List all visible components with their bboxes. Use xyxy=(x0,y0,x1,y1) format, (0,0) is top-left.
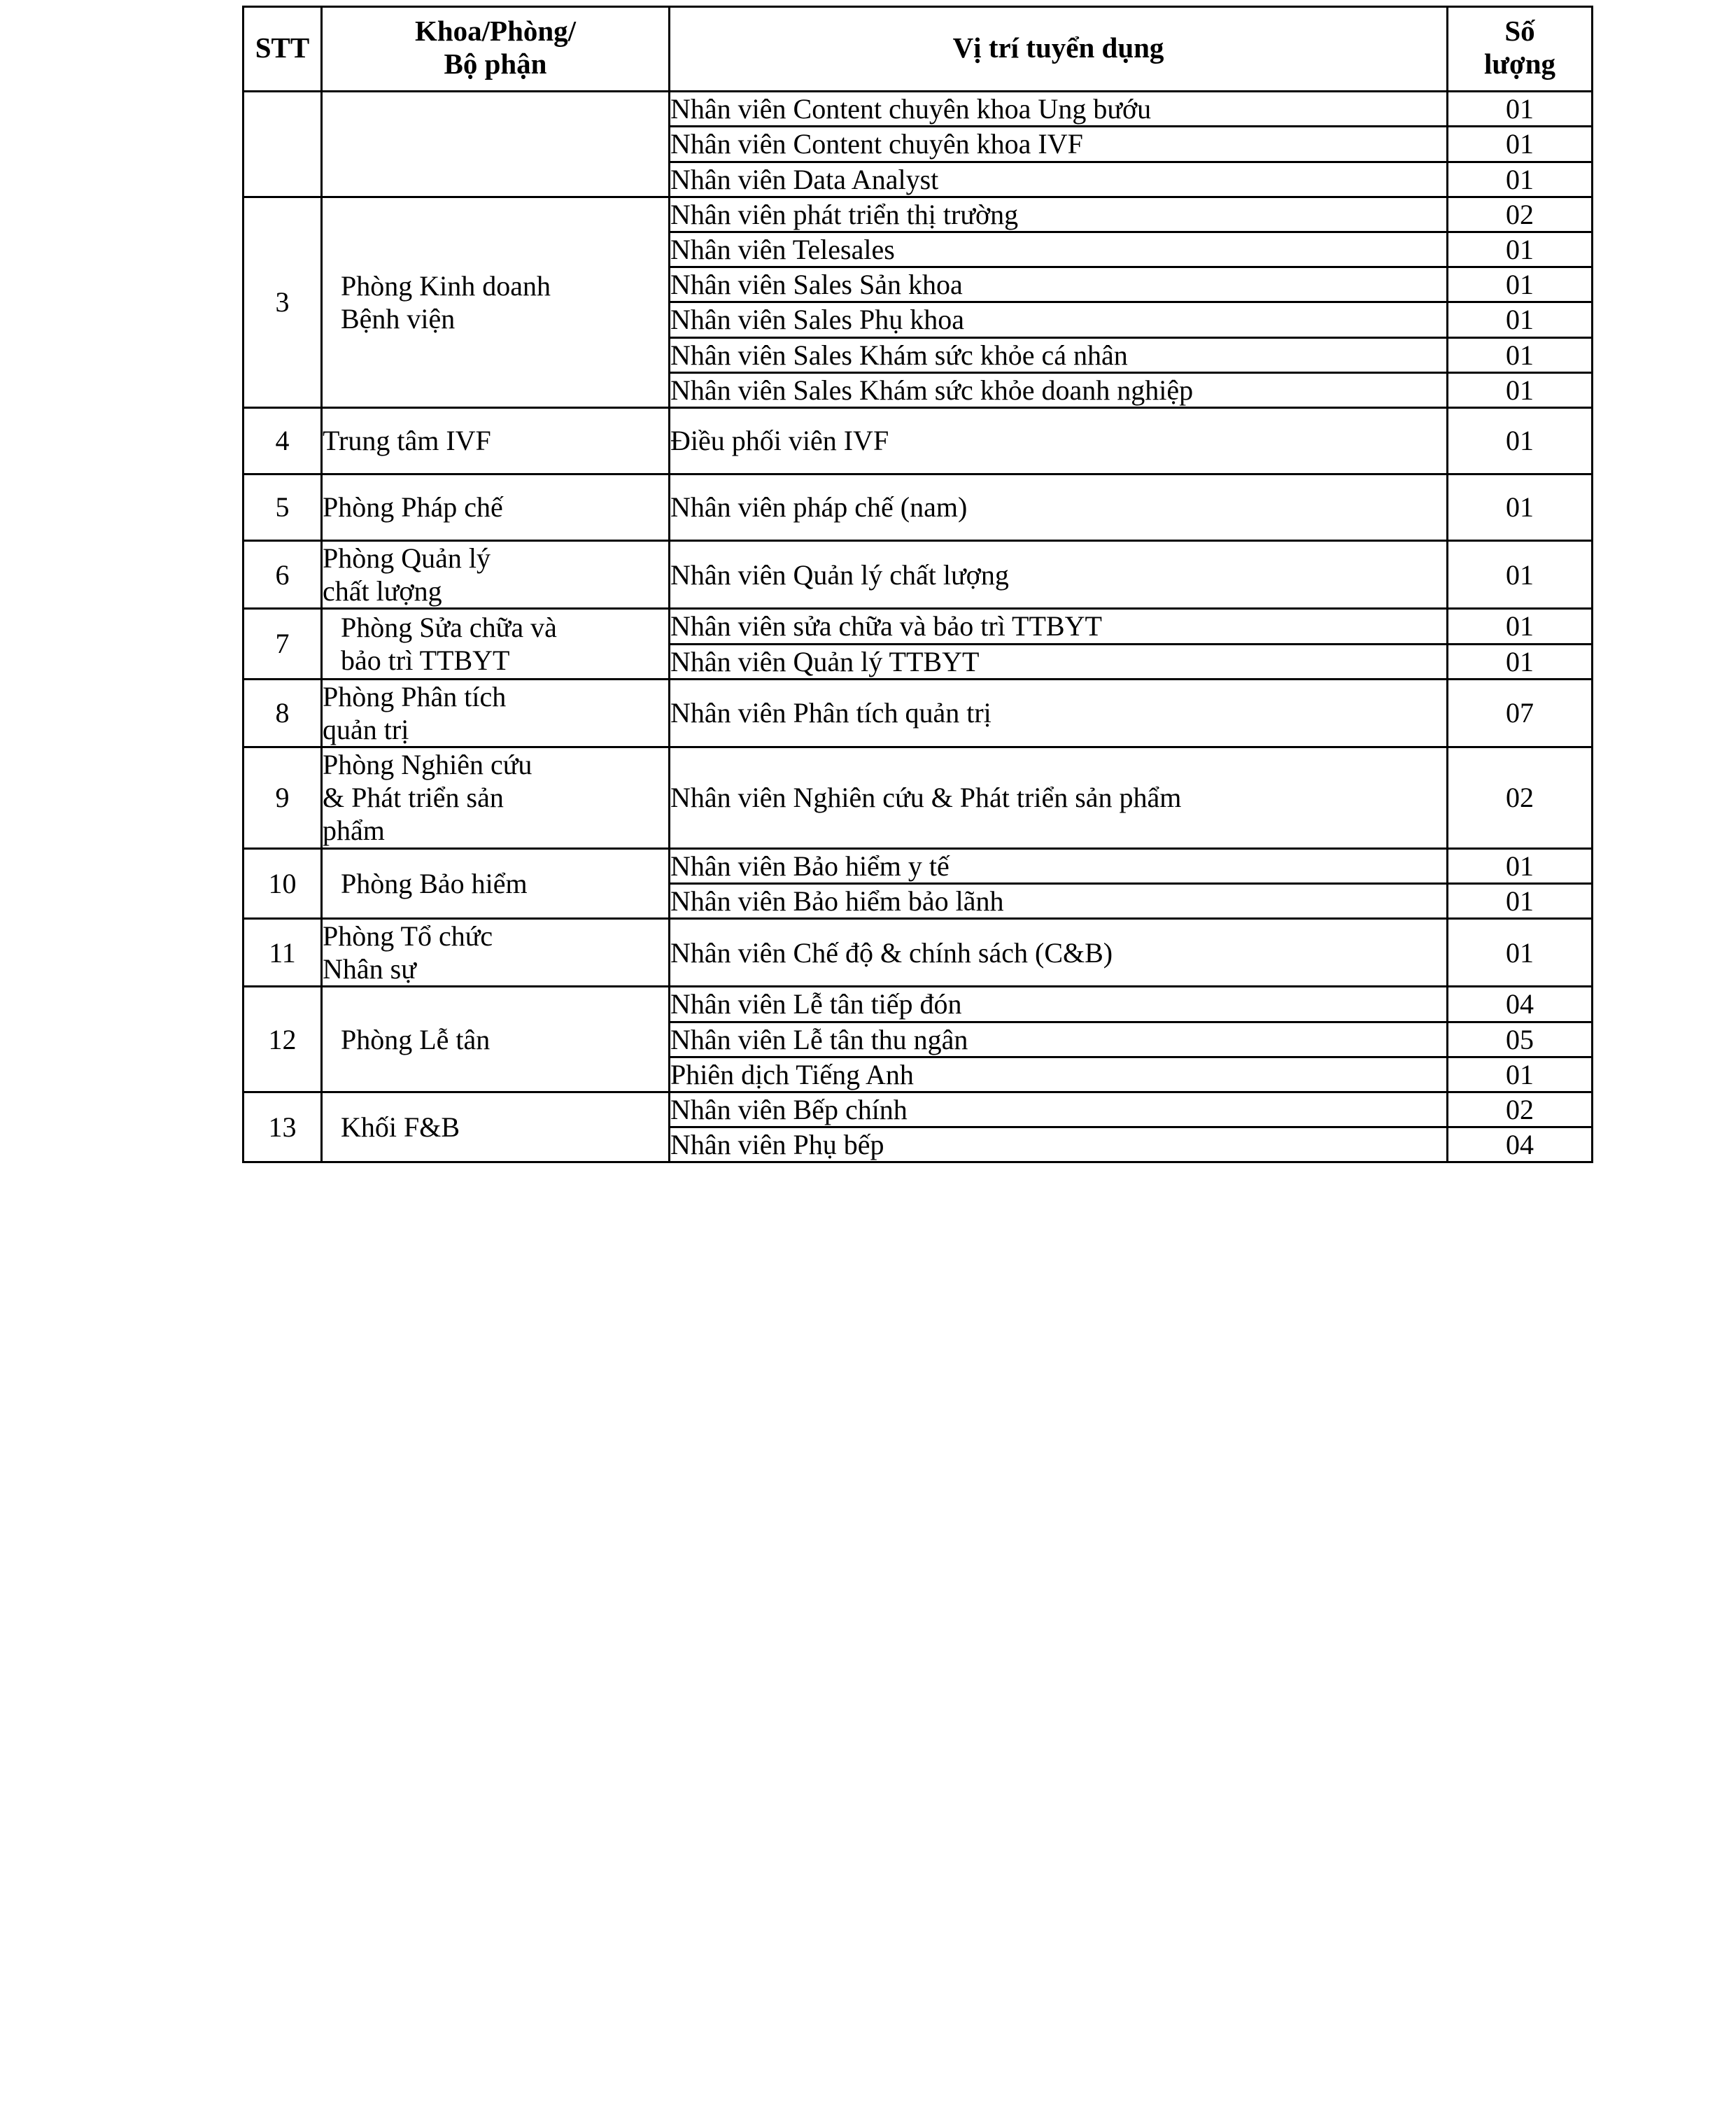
cell-department xyxy=(322,197,670,407)
cell-department xyxy=(322,609,670,679)
table-row xyxy=(244,540,1593,608)
table-row xyxy=(244,679,1593,747)
cell-position: Nhân viên Content chuyên khoa IVF xyxy=(670,127,1448,162)
department-line: phẩm xyxy=(323,815,385,847)
department-line: Phòng Sửa chữa và xyxy=(341,611,557,643)
department-line: Phòng Kinh doanh xyxy=(341,269,551,302)
column-header-quantity xyxy=(1448,7,1593,92)
cell-stt: 10 xyxy=(244,848,322,918)
cell-stt: 3 xyxy=(244,197,322,407)
cell-position: Nhân viên Lễ tân tiếp đón xyxy=(670,987,1448,1022)
table-row xyxy=(244,407,1593,474)
cell-position: Điều phối viên IVF xyxy=(670,407,1448,474)
cell-position: Nhân viên Quản lý chất lượng xyxy=(670,540,1448,608)
department-line: Nhân sự xyxy=(323,953,416,985)
cell-position: Nhân viên Bếp chính xyxy=(670,1092,1448,1127)
department-line: quản trị xyxy=(323,713,409,745)
cell-quantity: 01 xyxy=(1448,372,1593,407)
cell-position: Nhân viên Sales Sản khoa xyxy=(670,267,1448,302)
cell-position: Nhân viên pháp chế (nam) xyxy=(670,474,1448,540)
cell-position: Nhân viên Nghiên cứu & Phát triển sản phẩm xyxy=(670,747,1448,849)
cell-quantity: 04 xyxy=(1448,987,1593,1022)
column-header-stt: STT xyxy=(244,7,322,92)
table-row xyxy=(244,848,1593,883)
cell-stt: 11 xyxy=(244,919,322,987)
cell-position: Nhân viên Bảo hiểm bảo lãnh xyxy=(670,883,1448,918)
table-row xyxy=(244,919,1593,987)
cell-department xyxy=(322,848,670,918)
cell-quantity: 01 xyxy=(1448,337,1593,372)
cell-position: Nhân viên Phân tích quản trị xyxy=(670,679,1448,747)
cell-quantity: 01 xyxy=(1448,883,1593,918)
cell-quantity: 01 xyxy=(1448,848,1593,883)
department-line: Phòng Tổ chức xyxy=(323,920,493,952)
cell-position: Nhân viên sửa chữa và bảo trì TTBYT xyxy=(670,609,1448,644)
cell-position: Nhân viên Data Analyst xyxy=(670,162,1448,197)
cell-quantity: 01 xyxy=(1448,540,1593,608)
recruitment-table xyxy=(242,6,1593,1163)
cell-position: Nhân viên Telesales xyxy=(670,232,1448,267)
cell-stt: 8 xyxy=(244,679,322,747)
cell-stt: 6 xyxy=(244,540,322,608)
column-header-department xyxy=(322,7,670,92)
cell-position: Nhân viên Quản lý TTBYT xyxy=(670,644,1448,679)
cell-quantity: 01 xyxy=(1448,267,1593,302)
cell-position: Nhân viên Content chuyên khoa Ung bướu xyxy=(670,92,1448,127)
department-line: Phòng Bảo hiểm xyxy=(341,867,528,899)
cell-position: Nhân viên phát triển thị trường xyxy=(670,197,1448,232)
cell-position: Nhân viên Sales Khám sức khỏe cá nhân xyxy=(670,337,1448,372)
cell-department xyxy=(322,407,670,474)
cell-position: Phiên dịch Tiếng Anh xyxy=(670,1057,1448,1092)
document-page xyxy=(242,6,1591,1163)
cell-quantity: 01 xyxy=(1448,407,1593,474)
cell-stt: 9 xyxy=(244,747,322,849)
cell-quantity: 01 xyxy=(1448,162,1593,197)
column-header-quantity-line2: lượng xyxy=(1484,48,1555,80)
department-line: Phòng Phân tích xyxy=(323,680,507,712)
department-line: Phòng Lễ tân xyxy=(341,1023,491,1055)
cell-quantity: 04 xyxy=(1448,1127,1593,1162)
table-row xyxy=(244,197,1593,232)
cell-quantity: 01 xyxy=(1448,644,1593,679)
cell-stt: 7 xyxy=(244,609,322,679)
cell-stt: 4 xyxy=(244,407,322,474)
cell-quantity: 01 xyxy=(1448,92,1593,127)
cell-department xyxy=(322,474,670,540)
cell-department xyxy=(322,1092,670,1162)
cell-stt xyxy=(244,92,322,197)
column-header-department-line1: Khoa/Phòng/ xyxy=(414,15,577,47)
department-line: & Phát triển sản xyxy=(323,782,504,814)
cell-department xyxy=(322,540,670,608)
table-body xyxy=(244,92,1593,1162)
cell-quantity: 01 xyxy=(1448,127,1593,162)
cell-quantity: 07 xyxy=(1448,679,1593,747)
department-line: bảo trì TTBYT xyxy=(341,645,510,677)
department-line: Bệnh viện xyxy=(341,302,456,335)
column-header-department-line2: Bộ phận xyxy=(444,48,547,80)
cell-stt: 13 xyxy=(244,1092,322,1162)
cell-department xyxy=(322,92,670,197)
department-line: Khối F&B xyxy=(341,1111,460,1144)
cell-position: Nhân viên Sales Phụ khoa xyxy=(670,302,1448,337)
department-line: chất lượng xyxy=(323,575,442,607)
cell-department xyxy=(322,919,670,987)
table-row xyxy=(244,474,1593,540)
cell-stt: 5 xyxy=(244,474,322,540)
cell-department xyxy=(322,679,670,747)
table-row xyxy=(244,987,1593,1022)
department-line: Phòng Quản lý xyxy=(323,542,491,574)
table-header-row xyxy=(244,7,1593,92)
cell-quantity: 02 xyxy=(1448,1092,1593,1127)
cell-quantity: 05 xyxy=(1448,1022,1593,1057)
cell-quantity: 01 xyxy=(1448,474,1593,540)
table-header xyxy=(244,7,1593,92)
cell-position: Nhân viên Sales Khám sức khỏe doanh nghiệp xyxy=(670,372,1448,407)
cell-quantity: 01 xyxy=(1448,1057,1593,1092)
cell-quantity: 01 xyxy=(1448,232,1593,267)
column-header-quantity-line1: Số xyxy=(1504,15,1535,47)
table-row xyxy=(244,1092,1593,1127)
cell-position: Nhân viên Lễ tân thu ngân xyxy=(670,1022,1448,1057)
cell-department xyxy=(322,987,670,1092)
cell-quantity: 02 xyxy=(1448,747,1593,849)
cell-quantity: 01 xyxy=(1448,919,1593,987)
cell-quantity: 02 xyxy=(1448,197,1593,232)
table-row xyxy=(244,747,1593,849)
department-line: Trung tâm IVF xyxy=(323,425,491,457)
department-line: Phòng Nghiên cứu xyxy=(323,749,532,781)
cell-stt: 12 xyxy=(244,987,322,1092)
cell-position: Nhân viên Chế độ & chính sách (C&B) xyxy=(670,919,1448,987)
cell-department xyxy=(322,747,670,849)
column-header-position: Vị trí tuyển dụng xyxy=(670,7,1448,92)
cell-position: Nhân viên Bảo hiểm y tế xyxy=(670,848,1448,883)
cell-position: Nhân viên Phụ bếp xyxy=(670,1127,1448,1162)
cell-quantity: 01 xyxy=(1448,302,1593,337)
department-line: Phòng Pháp chế xyxy=(323,491,503,523)
table-row xyxy=(244,609,1593,644)
cell-quantity: 01 xyxy=(1448,609,1593,644)
table-row xyxy=(244,92,1593,127)
